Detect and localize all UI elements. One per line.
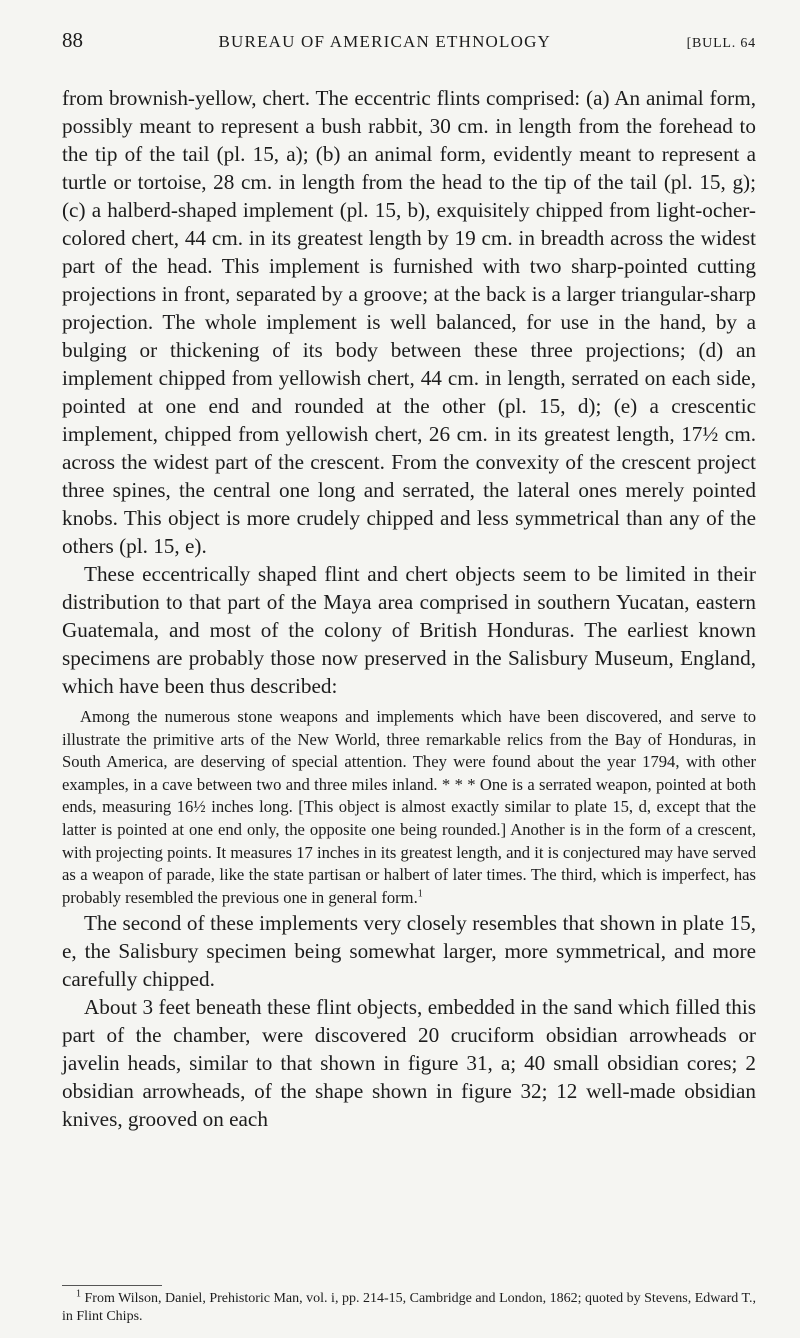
block-quote-text: Among the numerous stone weapons and implements which have been discovered, and serve to illustrate the primitive arts of the New World, three remarkable relics from the Bay of Honduras, in South America, are deserving of special attention. They were found about the year 1794, with other examples, in a cave between two and three miles inland. * * * One is a serrated weapon, pointed at both ends, measuring 16½ inches long. [This object is almost exactly similar to plate 15, d, except that the latter is pointed at one end only, the opposite one being rounded.] Another is in the form of a crescent, with projecting points. It measures 17 inches in its greatest length, and it is conjectured may have served as a weapon of parade, like the state partisan or halbert of later times. The third, which is imperfect, has probably resembled the previous one in general form.: [62, 707, 756, 907]
footnote-reference[interactable]: 1: [417, 888, 423, 900]
footnote-divider: [62, 1285, 162, 1286]
paragraph-1: from brownish-yellow, chert. The eccentric flints comprised: (a) An animal form, possibly meant to represent a bush rabbit, 30 cm. in length from the forehead to the tip of the tail (pl. 15, a); (b) an animal form, evidently meant to represent a turtle or tortoise, 28 cm. in length from the head to the tip of the tail (pl. 15, g); (c) a halberd-shaped implement (pl. 15, b), exquisitely chipped from light-ocher-colored chert, 44 cm. in its greatest length by 19 cm. in breadth across the widest part of the head. This implement is furnished with two sharp-pointed cutting projections in front, separated by a groove; at the back is a larger triangular-sharp projection. The whole implement is well balanced, for use in the hand, by a bulging or thickening of its body between these three projections; (d) an implement chipped from yellowish chert, 44 cm. in length, serrated on each side, pointed at one end and rounded at the other (pl. 15, d); (e) a crescentic implement, chipped from yellowish chert, 26 cm. in its greatest length, 17½ cm. across the widest part of the crescent. From the convexity of the crescent project three spines, the central one long and serrated, the lateral ones merely pointed knobs. This object is more crudely chipped and less symmetrical than any of the others (pl. 15, e).: [62, 86, 756, 558]
footnote-text: From Wilson, Daniel, Prehistoric Man, vol. i, pp. 214-15, Cambridge and London, 1862; quoted by Stevens, Edward T., in Flint Chips.: [62, 1291, 757, 1324]
page-number: 88: [62, 28, 83, 52]
bulletin-label: [BULL. 64: [686, 36, 756, 51]
paragraph-4: About 3 feet beneath these flint objects, embedded in the sand which filled this part of the chamber, were discovered 20 cruciform obsidian arrowheads or javelin heads, similar to that shown in figure 31, a; 40 small obsidian cores; 2 obsidian arrowheads, of the shape shown in figure 32; 12 well-made obsidian knives, grooved on each: [62, 995, 756, 1132]
footnote: [62, 1290, 756, 1326]
body-text: [62, 84, 756, 1133]
running-header: [62, 28, 756, 62]
paragraph-3: The second of these implements very closely resembles that shown in plate 15, e, the Salisbury specimen being somewhat larger, more symmetrical, and more carefully chipped.: [62, 911, 756, 992]
block-quote: [62, 706, 756, 909]
paragraph-2: These eccentrically shaped flint and chert objects seem to be limited in their distribution to that part of the Maya area comprised in southern Yucatan, eastern Guatemala, and most of the colony of British Honduras. The earliest known specimens are probably those now preserved in the Salisbury Museum, England, which have been thus described:: [62, 562, 756, 698]
footnote-marker: 1: [76, 1288, 81, 1300]
running-title: BUREAU OF AMERICAN ETHNOLOGY: [218, 32, 552, 51]
